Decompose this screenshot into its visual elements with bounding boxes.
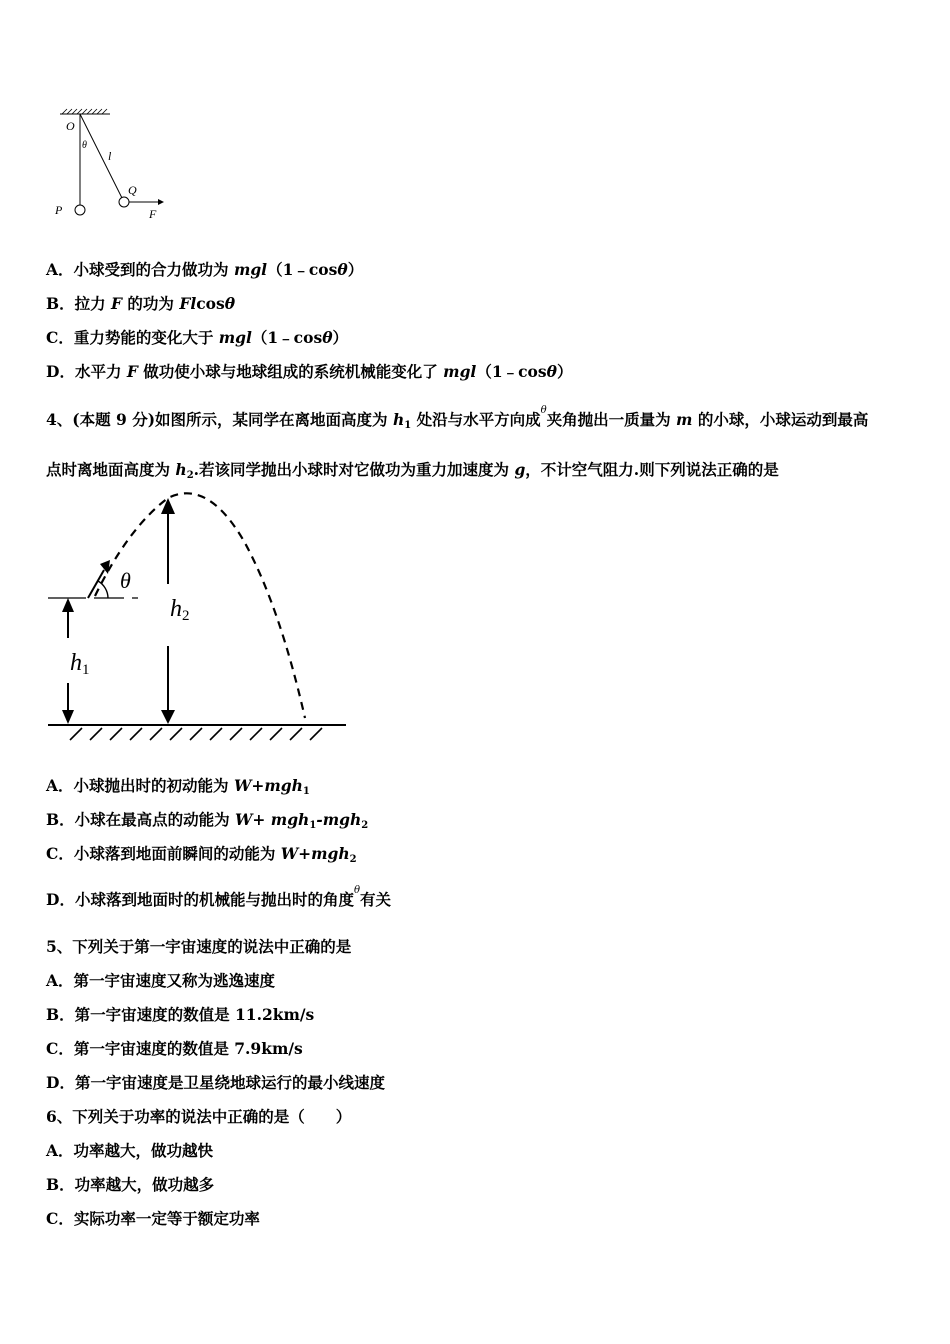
math-term: W+mgh xyxy=(233,776,303,795)
label-h1: h1 xyxy=(70,650,90,678)
q6-option-c xyxy=(46,1209,260,1229)
math-var: θ xyxy=(337,260,348,279)
math-term: -mgh xyxy=(316,810,362,829)
option-text: 水平力 xyxy=(74,362,127,381)
q6-option-a xyxy=(46,1141,213,1161)
math-var: m xyxy=(676,410,693,429)
projectile-figure xyxy=(40,488,360,748)
option-letter: D． xyxy=(46,362,75,381)
label-theta: θ xyxy=(82,140,87,151)
label-l: l xyxy=(108,149,112,163)
option-letter: A． xyxy=(46,971,74,990)
stem-text: 点时离地面高度为 xyxy=(46,460,176,479)
math-var: θ xyxy=(224,294,236,313)
math-var: θ xyxy=(322,328,333,347)
option-letter: A． xyxy=(46,260,74,279)
math-term: W+ mgh xyxy=(235,810,310,829)
q4-stem-line-2 xyxy=(46,460,779,486)
option-text: 拉力 xyxy=(74,294,112,313)
q5-option-c xyxy=(46,1039,303,1059)
math-sub: 1 xyxy=(404,420,412,431)
option-text: （1﹣cos xyxy=(251,328,323,347)
q3-option-b xyxy=(46,294,235,314)
q6-option-b xyxy=(46,1175,214,1195)
option-letter: B． xyxy=(46,1005,75,1024)
q4-option-b xyxy=(46,810,368,836)
option-text: 实际功率一定等于额定功率 xyxy=(73,1209,260,1228)
math-term: Fl xyxy=(179,294,197,313)
stem-text: 的小球，小球运动到最高 xyxy=(692,410,869,429)
option-letter: A． xyxy=(46,776,74,795)
option-letter: A． xyxy=(46,1141,74,1160)
stem-text: 夹角抛出一质量为 xyxy=(546,410,677,429)
label-F: F xyxy=(149,207,157,221)
math-sub: 1 xyxy=(302,786,310,797)
option-letter: C． xyxy=(46,1209,74,1228)
option-letter: C． xyxy=(46,1039,74,1058)
stem-text: .若该同学抛出小球时对它做功为重力加速度为 xyxy=(193,460,515,479)
stem-text: 处沿与水平方向成 xyxy=(411,410,541,429)
option-text: 小球落到地面前瞬间的动能为 xyxy=(73,844,281,863)
option-letter: B． xyxy=(46,810,75,829)
q5-stem: 5、下列关于第一宇宙速度的说法中正确的是 xyxy=(46,937,352,956)
option-text: 小球抛出时的初动能为 xyxy=(73,776,234,795)
option-text: ） xyxy=(556,362,573,381)
option-text: 的功为 xyxy=(122,294,180,313)
option-letter: C． xyxy=(46,844,74,863)
option-text: ） xyxy=(332,328,349,347)
q4-option-a xyxy=(46,776,310,802)
math-term: mgl xyxy=(218,328,252,347)
label-Q: Q xyxy=(128,183,137,197)
option-text: 小球受到的合力做功为 xyxy=(73,260,234,279)
label-O: O xyxy=(66,119,75,133)
option-text: 第一宇宙速度是卫星绕地球运行的最小线速度 xyxy=(74,1073,385,1092)
option-text: 小球在最高点的动能为 xyxy=(74,810,236,829)
option-text: 功率越大，做功越多 xyxy=(74,1175,215,1194)
pendulum-figure xyxy=(50,108,180,228)
q6-stem: 6、下列关于功率的说法中正确的是（ ） xyxy=(46,1107,352,1126)
q4-stem-line-1 xyxy=(46,405,869,436)
q3-option-a xyxy=(46,260,363,280)
math-var: g xyxy=(514,460,526,479)
option-letter: D． xyxy=(46,1073,75,1092)
q3-option-d xyxy=(46,362,572,382)
q4-option-d xyxy=(46,885,392,913)
math-var: h xyxy=(392,410,405,429)
math-var: h xyxy=(175,460,187,479)
stem-text: 4、(本题 9 分)如图所示，某同学在离地面高度为 xyxy=(46,410,393,429)
label-P: P xyxy=(55,203,63,217)
math-term: F xyxy=(111,294,123,313)
math-sub: 2 xyxy=(361,820,369,831)
q5-option-d xyxy=(46,1073,385,1093)
math-sub: 1 xyxy=(309,820,317,831)
math-sub: 2 xyxy=(349,854,357,865)
math-sub: 2 xyxy=(186,470,194,481)
label-h2: h2 xyxy=(170,596,190,624)
theta-symbol: θ xyxy=(353,885,360,896)
option-text: 小球落到地面时的机械能与抛出时的角度 xyxy=(74,890,354,909)
theta-symbol: θ xyxy=(540,405,547,416)
option-letter: B． xyxy=(46,294,75,313)
option-text: 功率越大，做功越快 xyxy=(73,1141,214,1160)
math-term: mgl xyxy=(443,362,477,381)
option-text: （1﹣cos xyxy=(267,260,338,279)
math-term: mgl xyxy=(233,260,268,279)
stem-text: ，不计空气阻力.则下列说法正确的是 xyxy=(525,460,779,479)
option-text: 第一宇宙速度的数值是 11.2km/s xyxy=(74,1005,315,1024)
math-term: F xyxy=(126,362,138,381)
q4-option-c xyxy=(46,844,357,870)
option-text: 有关 xyxy=(360,890,392,909)
option-text: cos xyxy=(196,294,225,313)
option-letter: D． xyxy=(46,890,75,909)
option-text: 重力势能的变化大于 xyxy=(73,328,219,347)
option-text: 做功使小球与地球组成的系统机械能变化了 xyxy=(137,362,444,381)
option-text: ） xyxy=(347,260,364,279)
q5-option-b xyxy=(46,1005,314,1025)
math-term: W+mgh xyxy=(280,844,350,863)
option-text: （1﹣cos xyxy=(476,362,547,381)
math-var: θ xyxy=(546,362,557,381)
option-letter: C． xyxy=(46,328,74,347)
q3-option-c xyxy=(46,328,348,348)
q5-option-a xyxy=(46,971,275,991)
option-text: 第一宇宙速度又称为逃逸速度 xyxy=(73,971,276,990)
label-theta: θ xyxy=(120,568,131,593)
option-text: 第一宇宙速度的数值是 7.9km/s xyxy=(73,1039,303,1058)
option-letter: B． xyxy=(46,1175,75,1194)
